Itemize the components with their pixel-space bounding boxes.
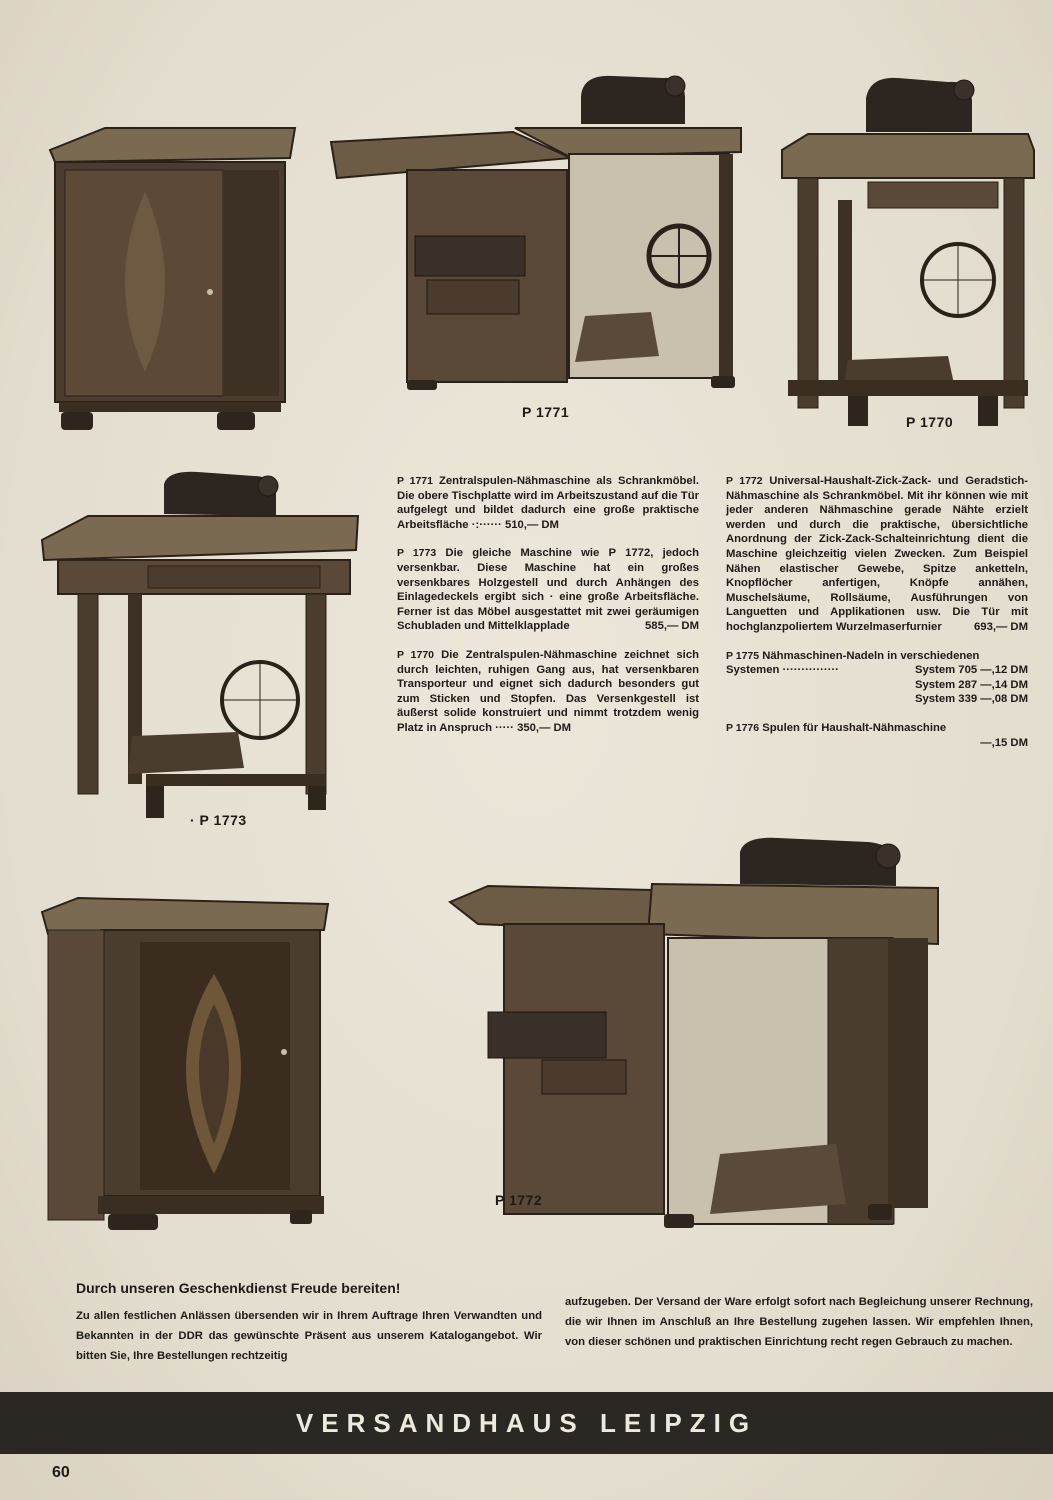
item-code: P 1776	[726, 721, 760, 734]
item-price: —,15 DM	[980, 736, 1028, 749]
item-code: P 1773	[397, 547, 437, 560]
item-text: Die gleiche Maschine wie P 1772, jedoch versenkbar. Diese Maschine hat ein großes versenkbares Holzgestell und durch Anhängen des Einlagedeckels ergibt sich · eine große Arbeitsfläche. Ferner ist das Möbel ausgestattet mit zwei geräumigen Schubladen und Mittelklapplade	[397, 547, 699, 633]
footer-banner	[0, 1392, 1053, 1454]
item-text: Die Zentralspulen-Nähmaschine zeichnet sich durch leichten, ruhigen Gang aus, hat versenkbaren Transporteur und eignet sich dadurch besonders gut zum Sticken und Stopfen. Das Versenkgestell ist äußerst solide konstruiert und nimmt trotzdem wenig Platz in Anspruch ·····	[397, 648, 700, 734]
item-p1775	[726, 649, 1028, 707]
item-text: Nähmaschinen-Nadeln in verschiedenen	[762, 649, 980, 662]
item-p1771	[397, 474, 699, 532]
systems-label: Systemen ···············	[726, 664, 839, 677]
p1772-image	[448, 834, 948, 1234]
item-p1770	[397, 648, 699, 736]
page-number: 60	[52, 1464, 70, 1481]
gift-service-text-right: aufzugeben. Der Versand der Ware erfolgt sofort nach Begleichung unserer Rechnung, die wir Ihnen im Anschluß an Ihre Bestellung zugehen lassen. Wir empfehlen Ihnen, von dieser schönen und praktischen Einrichtung recht regen Gebrauch zu machen.	[565, 1296, 1033, 1348]
gift-service-title: Durch unseren Geschenkdienst Freude bereiten!	[76, 1280, 401, 1296]
closed-cabinet-walnut-image	[38, 894, 330, 1242]
item-text: Zentralspulen-Nähmaschine als Schrankmöbel. Die obere Tischplatte wird im Arbeitszustand auf die Tür aufgelegt und bildet dadurch eine große praktische Arbeitsfläche ·:······	[397, 475, 699, 531]
item-price: 693,— DM	[974, 620, 1028, 633]
item-p1776	[726, 721, 1028, 750]
banner-text: VERSANDHAUS LEIPZIG	[295, 1407, 758, 1438]
p1770-image	[778, 70, 1038, 440]
item-code: P 1771	[397, 475, 433, 487]
item-text: Universal-Haushalt-Zick-Zack- und Geradstich-Nähmaschine als Schrankmöbel. Mit ihr können wie mit jeder anderen Nähmaschine gerade Nähte erzielt werden und durch die praktische, übersichtliche Anordnung der Zick-Zack-Schalteinrichtung dient die Maschine gleichzeitig vielen Zwecken. Zum Beispiel Nähen elastischer Gewebe, Spitze anketteln, Knopflöcher anfertigen, Knöpfe annähen, Muschelsäume, Rollsäume, Ausführungen von Languetten und Applikationen usw. Die Tür mit hochglanzpoliertem Wurzelmaserfurnier	[726, 475, 1029, 633]
caption-p1771: P 1771	[522, 404, 570, 420]
item-price: 510,— DM	[504, 518, 559, 531]
item-code: P 1770	[397, 648, 435, 661]
item-price: 350,— DM	[517, 721, 572, 734]
caption-p1773: · P 1773	[190, 812, 247, 828]
gift-service-text-left: Zu allen festlichen Anlässen übersenden wir in Ihrem Auftrage Ihren Verwandten und Bekannten in der DDR das gewünschte Präsent aus unserem Katalogangebot. Wir bitten Sie, Ihre Bestellungen rechtzeitig	[76, 1310, 542, 1362]
system-entry: System 287 —,14 DM	[914, 678, 1028, 691]
description-column-right	[726, 474, 1028, 764]
description-column-left	[397, 474, 699, 750]
item-p1772	[726, 474, 1028, 635]
p1771-image	[323, 66, 743, 392]
system-entry: System 705 —,12 DM	[914, 664, 1028, 677]
caption-p1772: P 1772	[495, 1192, 543, 1208]
closed-cabinet-image	[45, 122, 300, 440]
item-p1773	[397, 546, 699, 634]
system-entry: System 339 —,08 DM	[914, 693, 1028, 706]
item-price: 585,— DM	[645, 620, 699, 633]
item-text: Spulen für Haushalt-Nähmaschine	[762, 721, 947, 734]
item-code: P 1772	[726, 475, 763, 487]
systems-row	[726, 663, 1028, 678]
item-code: P 1775	[726, 649, 760, 662]
caption-p1770: P 1770	[906, 414, 954, 430]
p1773-image	[38, 468, 360, 828]
